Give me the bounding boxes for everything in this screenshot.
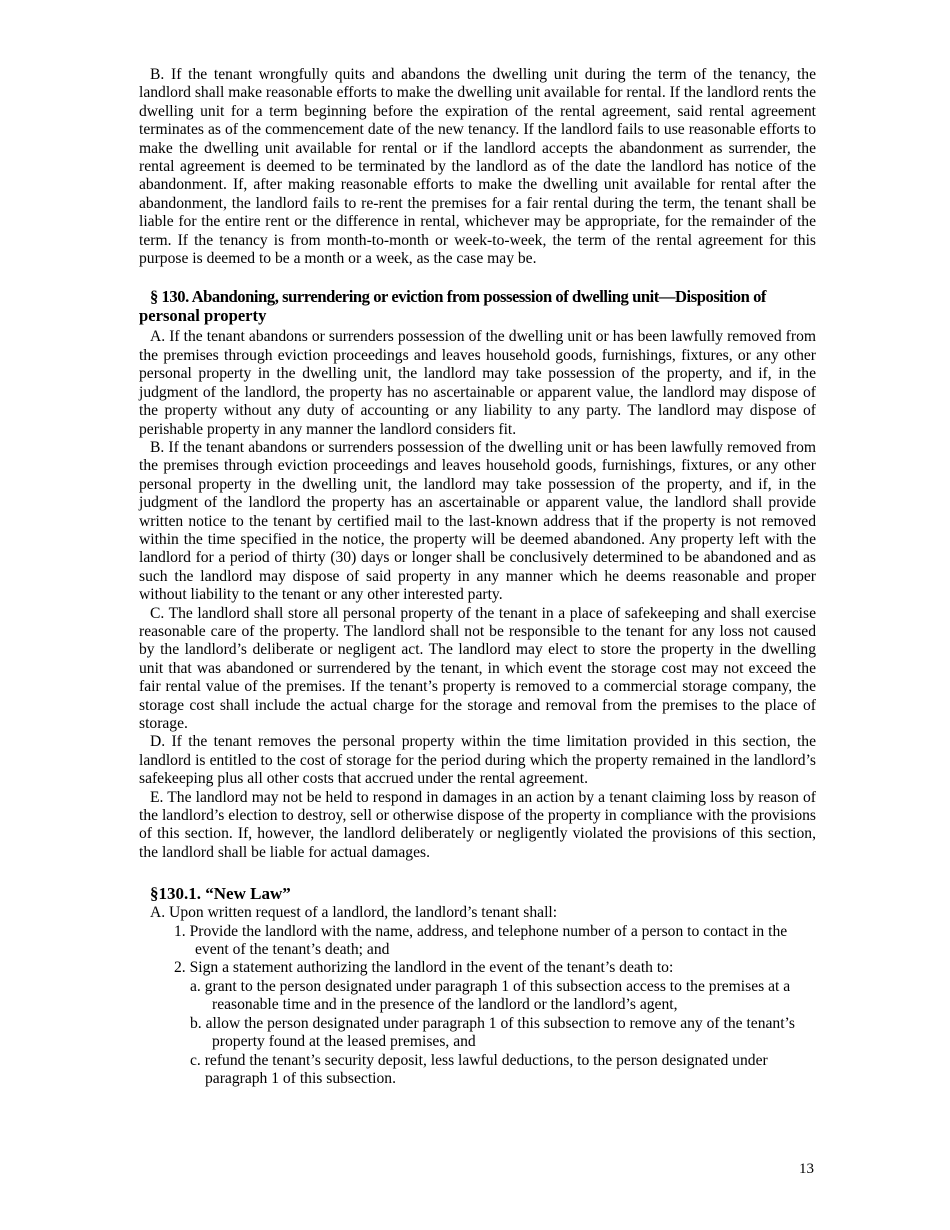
section-130-1-heading: §130.1. “New Law” (150, 884, 291, 904)
section-130-heading-line1: § 130. Abandoning, surrendering or eviction from possession of dwelling unit—Disposition of (150, 287, 766, 307)
section-130-paragraph-d: D. If the tenant removes the personal property within the time limitation provided in this section, the landlord is entitled to the cost of storage for the period during which the property remained in the landlord’s safekeeping plus all other costs that accrued under the rental agreement. (139, 733, 816, 788)
page-number: 13 (799, 1161, 814, 1177)
section-130-1-subsection-a: A. Upon written request of a landlord, the landlord’s tenant shall: (150, 904, 558, 922)
list-item-1: 1. Provide the landlord with the name, address, and telephone number of a person to contact in the event of the tenant’s death; and (174, 922, 788, 959)
list-item-2a: a. grant to the person designated under paragraph 1 of this subsection access to the premises at a reasonable time and in the presence of the landlord or the landlord’s agent, (190, 977, 791, 1014)
section-130-heading-line2: personal property (139, 306, 267, 326)
list-item-2b: b. allow the person designated under paragraph 1 of this subsection to remove any of the tenant’s property found at the leased premises, and (190, 1014, 795, 1051)
document-page (139, 66, 816, 1088)
section-130-paragraph-e: E. The landlord may not be held to respond in damages in an action by a tenant claiming loss by reason of the landlord’s election to destroy, sell or otherwise dispose of the property in compliance with the provisions of this section. If, however, the landlord deliberately or negligently violated the provisions of this section, the landlord shall be liable for actual damages. (139, 788, 816, 861)
list-item-2c: c. refund the tenant’s security deposit, less lawful deductions, to the person designated under paragraph 1 of this subsection. (190, 1051, 768, 1087)
section-130-paragraph-c: C. The landlord shall store all personal property of the tenant in a place of safekeeping and shall exercise reasonable care of the property. The landlord shall not be responsible to the tenant for any loss not caused by the landlord’s deliberate or negligent act. The landlord may elect to store the property in the dwelling unit that was abandoned or surrendered by the tenant, in which event the storage cost may not exceed the fair rental value of the premises. If the tenant’s property is removed to a commercial storage company, the storage cost shall include the actual charge for the storage and removal from the premises to the place of storage. (139, 604, 816, 732)
section-130-heading (139, 287, 816, 325)
section-130-paragraph-a: A. If the tenant abandons or surrenders possession of the dwelling unit or has been lawfully removed from the premises through eviction proceedings and leaves household goods, furnishings, fixtures, or any other personal property in the dwelling unit, the landlord may take possession of the property, and if, in the judgment of the landlord, the property has no ascertainable or apparent value, the landlord may dispose of the property without any duty of accounting or any liability to any party. The landlord may dispose of perishable property in any manner the landlord considers fit. (139, 328, 816, 438)
list-item-2: 2. Sign a statement authorizing the landlord in the event of the tenant’s death to: (174, 959, 674, 977)
section-129-paragraph-b: B. If the tenant wrongfully quits and abandons the dwelling unit during the term of the tenancy, the landlord shall make reasonable efforts to make the dwelling unit available for rental. If the landlord rents the dwelling unit for a term beginning before the expiration of the rental agreement, said rental agreement terminates as of the commencement date of the new tenancy. If the landlord fails to use reasonable efforts to make the dwelling unit available for rental or if the landlord accepts the abandonment as surrender, the rental agreement is deemed to be terminated by the landlord as of the date the landlord has notice of the abandonment. If, after making reasonable efforts to make the dwelling unit available for rental after the abandonment, the landlord fails to re-rent the premises for a fair rental during the term, the tenant shall be liable for the entire rent or the difference in rental, whichever may be appropriate, for the remainder of the term. If the tenancy is from month-to-month or week-to-week, the term of the rental agreement for this purpose is deemed to be a month or a week, as the case may be. (139, 66, 816, 268)
section-130-paragraph-b: B. If the tenant abandons or surrenders possession of the dwelling unit or has been lawfully removed from the premises through eviction proceedings and leaves household goods, furnishings, fixtures, or any other personal property in the dwelling unit, the landlord may take possession of the property, and if, in the judgment of the landlord the property has an ascertainable or apparent value, the landlord shall provide written notice to the tenant by certified mail to the last-known address that if the property is not removed within the time specified in the notice, the property will be deemed abandoned. Any property left with the landlord for a period of thirty (30) days or longer shall be conclusively determined to be abandoned and as such the landlord may dispose of said property in any manner which he deems reasonable and proper without liability to the tenant or any other interested party. (139, 438, 816, 604)
